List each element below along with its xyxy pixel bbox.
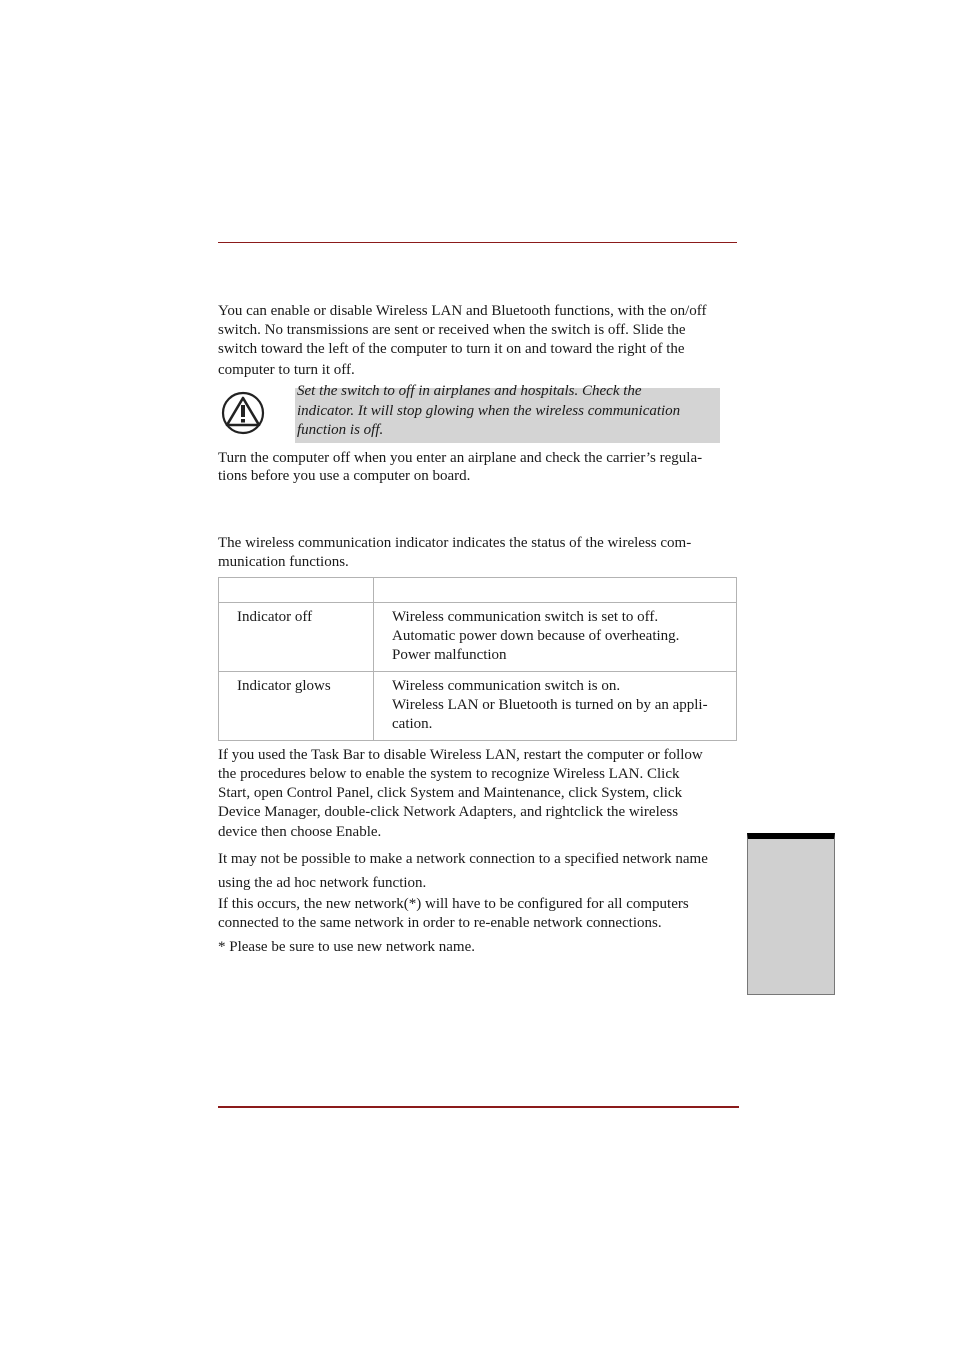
text-line: You can enable or disable Wireless LAN and Bluetooth functions, with the on/off (218, 303, 707, 319)
adhoc-paragraph (218, 847, 738, 895)
text-line: function is off. (297, 422, 384, 438)
reconfigure-paragraph (218, 895, 738, 933)
description-cell (374, 672, 737, 741)
warning-triangle-icon (221, 391, 265, 435)
warning-note (297, 382, 717, 441)
text-line: The wireless communication indicator indicates the status of the wireless com- (218, 535, 692, 551)
table-header-cell (374, 578, 737, 603)
table-header-row (219, 578, 737, 603)
taskbar-paragraph (218, 746, 738, 842)
text-line: If you used the Task Bar to disable Wireless LAN, restart the computer or follow (218, 747, 703, 763)
table-row (219, 672, 737, 741)
text-line: tions before you use a computer on board. (218, 468, 471, 484)
text-line: connected to the same network in order to re-enable network connections. (218, 915, 662, 931)
text-line: Start, open Control Panel, click System and Maintenance, click System, click (218, 785, 683, 801)
text-line: using the ad hoc network function. (218, 875, 427, 891)
text-line: Set the switch to off in airplanes and hospitals. Check the (297, 383, 642, 399)
text-line: device then choose Enable. (218, 824, 382, 840)
table-header-cell (219, 578, 374, 603)
text-line: Wireless communication switch is set to off. (392, 609, 659, 625)
text-line: computer to turn it off. (218, 362, 355, 378)
network-name-note (218, 938, 738, 957)
text-line: the procedures below to enable the system to recognize Wireless LAN. Click (218, 766, 680, 782)
text-line: Power malfunction (392, 647, 507, 663)
text-line: Wireless communication switch is on. (392, 678, 621, 694)
table-row (219, 603, 737, 672)
text-line: switch toward the left of the computer to turn it on and toward the right of the (218, 341, 685, 357)
text-line: Turn the computer off when you enter an airplane and check the carrier’s regula- (218, 450, 703, 466)
text-line: switch. No transmissions are sent or received when the switch is off. Slide the (218, 322, 686, 338)
status-cell: Indicator off (219, 603, 374, 672)
text-line: munication functions. (218, 554, 349, 570)
indicator-status-table (218, 577, 737, 741)
chapter-side-tab (747, 833, 835, 995)
text-line: It may not be possible to make a network connection to a specified network name (218, 851, 708, 867)
text-line: Automatic power down because of overheating. (392, 628, 680, 644)
text-line: indicator. It will stop glowing when the wireless communication (297, 402, 681, 419)
text-line: cation. (392, 716, 433, 732)
header-rule (218, 242, 737, 243)
footer-rule (218, 1106, 739, 1108)
switch-paragraph (218, 302, 738, 380)
description-cell (374, 603, 737, 672)
status-cell: Indicator glows (219, 672, 374, 741)
text-line: If this occurs, the new network(*) will have to be configured for all computers (218, 896, 689, 912)
text-line: Wireless LAN or Bluetooth is turned on by an appli- (392, 697, 708, 713)
text-line: Device Manager, double-click Network Adapters, and rightclick the wireless (218, 804, 679, 820)
text-line: * Please be sure to use new network name. (218, 939, 476, 955)
indicator-intro-paragraph (218, 534, 738, 572)
airplane-paragraph (218, 449, 738, 485)
